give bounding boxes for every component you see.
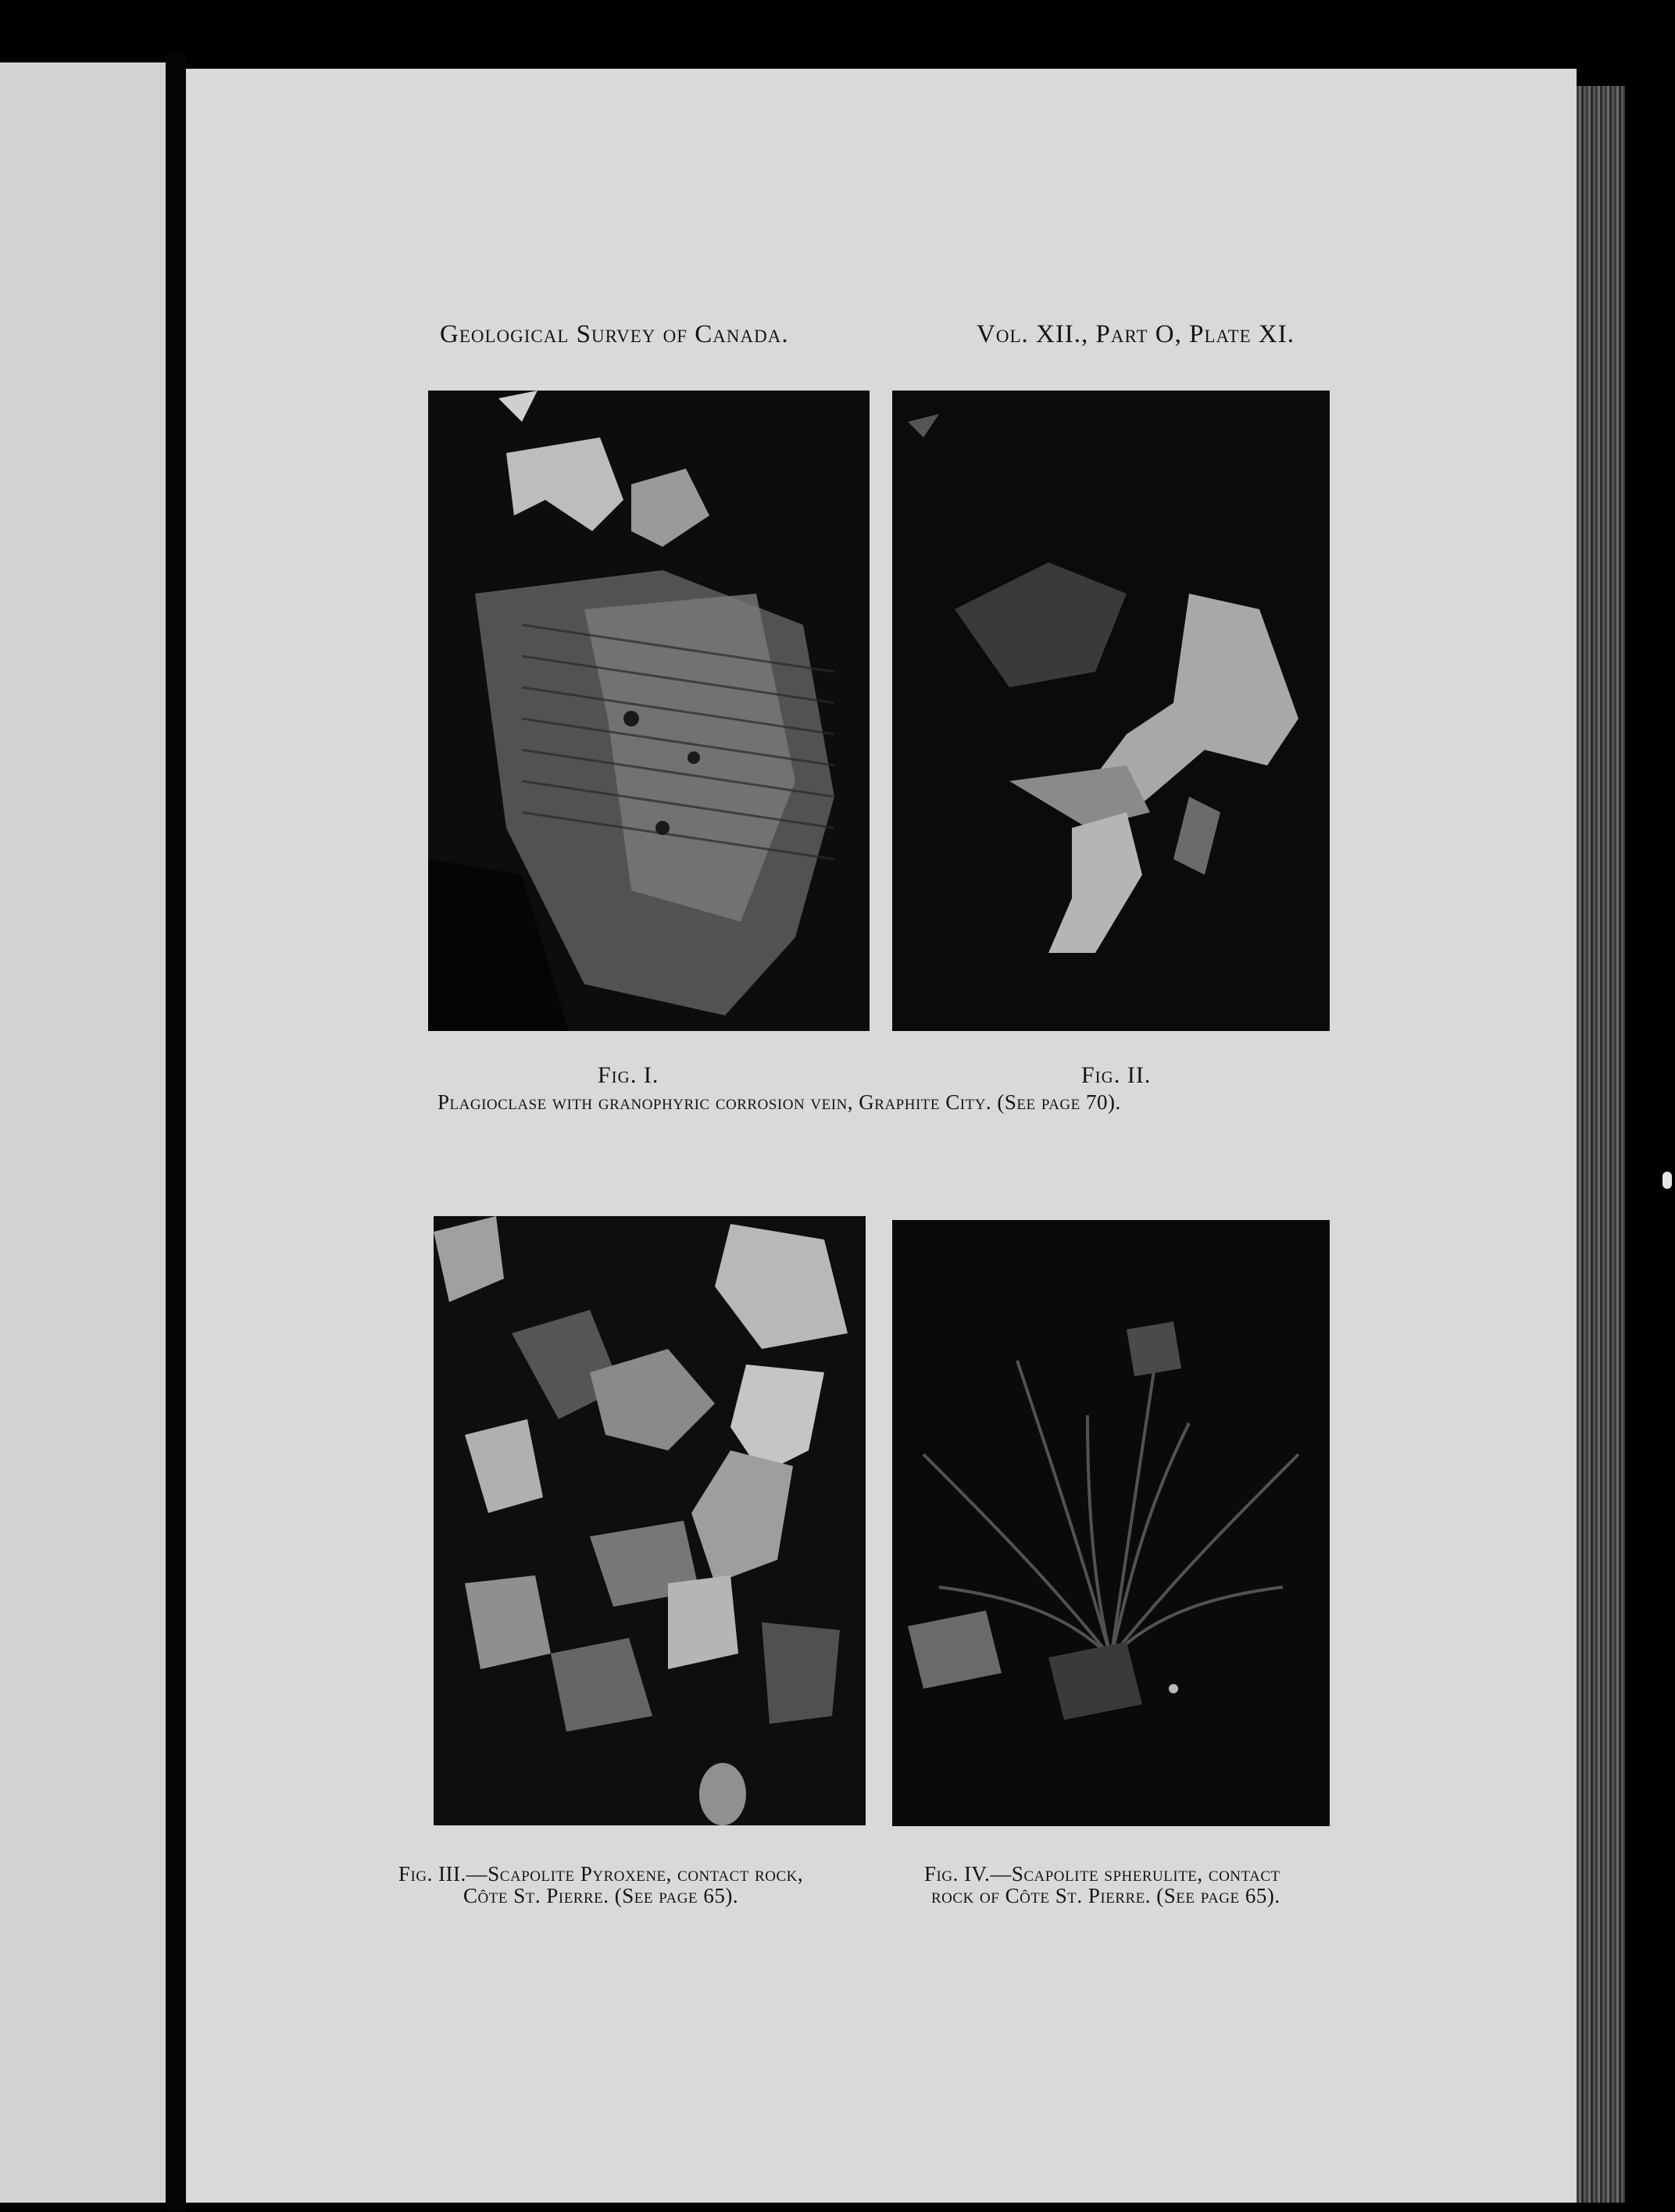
scan-artifact — [1662, 1172, 1672, 1189]
fig1-photomicrograph — [428, 391, 870, 1031]
fig1-label: Fig. I. — [598, 1062, 659, 1088]
fig3-photomicrograph — [434, 1216, 866, 1825]
plate-page — [186, 69, 1577, 2203]
fig4-caption — [924, 1863, 1280, 1907]
fig4-caption-line1: Fig. IV.—Scapolite spherulite, contact — [924, 1862, 1280, 1886]
fig2-label: Fig. II. — [1081, 1062, 1152, 1088]
fig4-caption-line2: rock of Côte St. Pierre. (See page 65). — [931, 1884, 1280, 1907]
fig3-caption-line2: Côte St. Pierre. (See page 65). — [463, 1884, 739, 1907]
fig2-photomicrograph — [892, 391, 1330, 1031]
fig3-caption — [398, 1863, 803, 1907]
running-header-left: Geological Survey of Canada. — [440, 320, 789, 348]
fig3-caption-line1: Fig. III.—Scapolite Pyroxene, contact rock, — [398, 1862, 804, 1886]
left-page-margin — [0, 62, 166, 2203]
running-header-right: Vol. XII., Part O, Plate XI. — [977, 320, 1295, 348]
fig1-fig2-caption: Plagioclase with granophyric corrosion vein, Graphite City. (See page 70). — [438, 1090, 1121, 1114]
page-edges — [1577, 86, 1625, 2203]
fig4-photomicrograph — [892, 1220, 1330, 1826]
book-gutter — [166, 55, 186, 2210]
